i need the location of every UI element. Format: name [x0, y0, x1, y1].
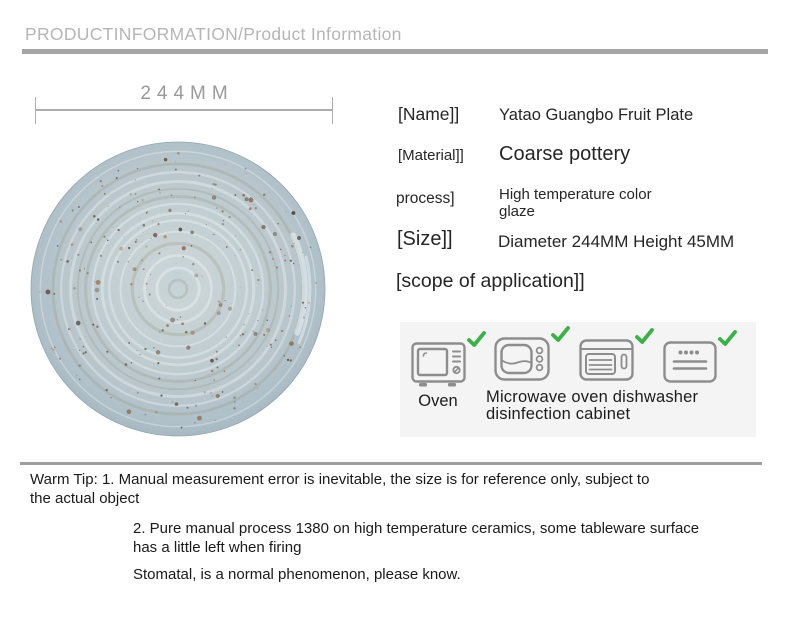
spec-label-size: [Size]]: [397, 228, 453, 250]
spec-value-size: Diameter 244MM Height 45MM: [498, 232, 735, 251]
disinfection-cabinet-item: [663, 341, 717, 383]
spec-label-name: [Name]]: [398, 104, 460, 124]
check-icon: [551, 326, 570, 343]
dimension-ruler: [35, 83, 333, 124]
check-icon: [718, 330, 737, 347]
warm-tip-paragraph-3: [133, 565, 461, 584]
dimension-label: 244MM: [140, 83, 234, 104]
page-title: PRODUCTINFORMATION/Product Information: [25, 24, 402, 44]
oven-icon: [411, 342, 466, 388]
spec-label-material: [Material]]: [398, 147, 464, 164]
oven-item: [411, 342, 466, 388]
dishwasher-item: [579, 339, 634, 381]
plate-image: [29, 140, 327, 438]
warm-tip-line: has a little left when firing: [133, 539, 302, 556]
spec-value-material: Coarse pottery: [499, 143, 631, 165]
warm-tip-line: Warm Tip: 1. Manual measurement error is inevitable, the size is for reference only, subject to: [30, 471, 650, 488]
spec-value-process: High temperature color glaze: [499, 186, 652, 220]
spec-value-name: Yatao Guangbo Fruit Plate: [499, 106, 694, 124]
check-icon: [467, 331, 486, 348]
warm-tip-line: 2. Pure manual process 1380 on high temperature ceramics, some tableware surface: [133, 520, 700, 537]
warm-tip-paragraph-2: [133, 519, 699, 557]
scope-of-application-box: [400, 322, 756, 437]
oven-label: Oven: [418, 392, 458, 410]
header-divider: [22, 49, 768, 54]
spec-label-process: process]: [396, 190, 455, 207]
dishwasher-icon: [579, 339, 634, 381]
microwave-oven-icon: [494, 337, 550, 382]
dimension-line: [36, 109, 332, 111]
warm-tip-paragraph-1: [30, 470, 649, 508]
scope-of-application-heading: [scope of application]]: [396, 270, 585, 292]
warm-tip-line: Stomatal, is a normal phenomenon, please know.: [133, 566, 461, 583]
microwave-oven-item: [494, 337, 550, 382]
product-photo-plate: [29, 140, 327, 438]
tip-divider: [20, 462, 762, 465]
disinfection-cabinet-icon: [663, 341, 717, 383]
microwave-dishwasher-cabinet-label: Microwave oven dishwasher disinfection cabinet: [486, 388, 699, 423]
warm-tip-line: the actual object: [30, 490, 140, 507]
check-icon: [635, 328, 654, 345]
